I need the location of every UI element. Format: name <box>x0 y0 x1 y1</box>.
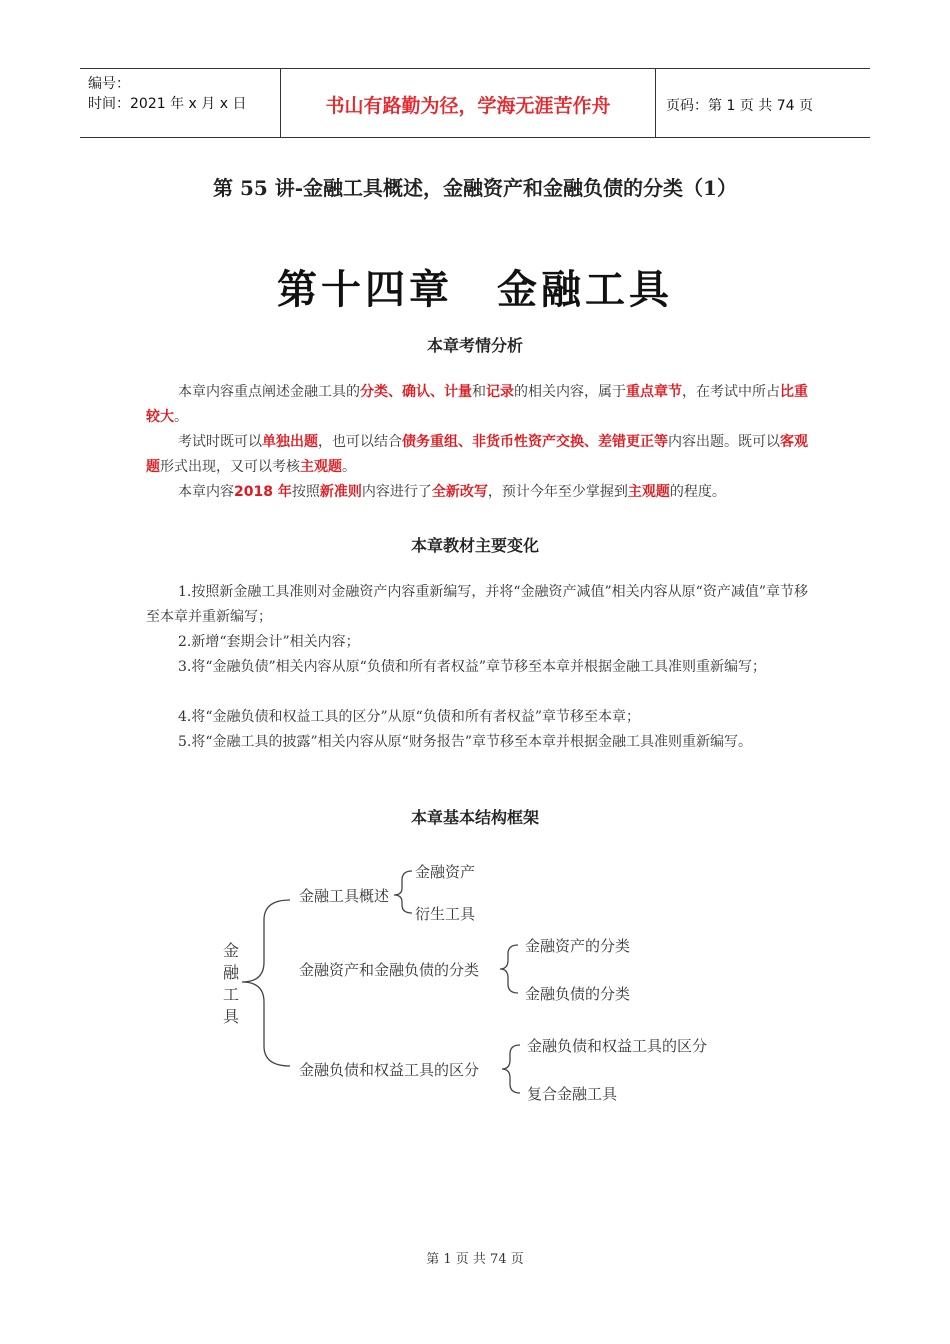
changes-heading: 本章教材主要变化 <box>410 536 539 555</box>
root-char: 融 <box>222 963 239 982</box>
highlight-text: 新准则 <box>319 484 362 500</box>
highlight-text: 重点章节 <box>626 384 682 400</box>
branch-brace-2 <box>500 945 518 993</box>
leaf-label: 衍生工具 <box>415 905 476 923</box>
body-text: ，在考试中所占 <box>682 384 780 400</box>
lecture-title: 第 55 讲-金融工具概述，金融资产和金融负债的分类（1） <box>213 176 737 200</box>
body-text: 的相关内容，属于 <box>514 384 626 400</box>
body-text: 本章内容重点阐述金融工具的 <box>178 384 360 400</box>
root-char: 金 <box>222 941 239 960</box>
analysis-heading: 本章考情分析 <box>426 336 523 355</box>
leaf-label: 金融资产的分类 <box>525 937 631 955</box>
change-item: 3.将“金融负债”相关内容从原“负债和所有者权益”章节移至本章并根据金融工具准则重新编写； <box>178 659 766 675</box>
chapter-title: 第十四章 金融工具 <box>277 266 673 313</box>
highlight-text: 单独出题 <box>262 434 318 450</box>
highlight-text: 债务重组、非货币性资产交换、差错更正等 <box>402 434 668 450</box>
branch-label: 金融工具概述 <box>299 887 390 905</box>
time-label: 时间：2021 年 x 月 x 日 <box>88 96 247 112</box>
page-info: 页码：第 1 页 共 74 页 <box>666 98 813 114</box>
change-item: 4.将“金融负债和权益工具的区分”从原“负债和所有者权益”章节移至本章； <box>178 709 640 725</box>
leaf-label: 金融资产 <box>415 863 476 881</box>
body-text: 。 <box>174 409 188 425</box>
body-text: 和 <box>472 384 486 400</box>
number-label: 编号： <box>88 76 130 92</box>
change-item: 1.按照新金融工具准则对金融资产内容重新编写，并将“金融资产减值”相关内容从原“资产减值”章节移至本章并重新编写； <box>146 584 808 625</box>
diagram-root <box>219 940 243 1028</box>
body-text: 的程度。 <box>669 484 726 500</box>
change-item: 2.新增“套期会计”相关内容； <box>178 634 360 650</box>
change-item: 5.将“金融工具的披露”相关内容从原“财务报告”章节移至本章并根据金融工具准则重新编写。 <box>178 734 752 750</box>
root-brace <box>242 900 290 1066</box>
branch-label: 金融负债和权益工具的区分 <box>299 1061 480 1079</box>
highlight-text: 客观题 <box>146 434 808 475</box>
highlight-text: 比重较大 <box>146 384 808 425</box>
body-text: 按照 <box>291 484 320 500</box>
root-char: 工 <box>222 985 239 1004</box>
structure-heading: 本章基本结构框架 <box>410 808 539 827</box>
highlight-text: 全新改写 <box>431 484 488 500</box>
leaf-label: 金融负债和权益工具的区分 <box>527 1037 708 1055</box>
root-char: 具 <box>222 1007 239 1026</box>
branch-label: 金融资产和金融负债的分类 <box>299 961 480 979</box>
body-text: 本章内容 <box>178 484 234 500</box>
branch-brace-3 <box>502 1045 520 1093</box>
body-text: ，预计今年至少掌握到 <box>487 484 628 500</box>
leaf-label: 复合金融工具 <box>527 1085 618 1103</box>
leaf-label: 金融负债的分类 <box>525 985 631 1003</box>
motto-text: 书山有路勤为径，学海无涯苦作舟 <box>325 95 611 117</box>
highlight-text: 主观题 <box>300 459 342 475</box>
highlight-text: 分类、确认、计量 <box>360 384 472 400</box>
body-text: 。 <box>342 459 356 475</box>
highlight-text: 主观题 <box>627 484 670 500</box>
page-footer: 第 1 页 共 74 页 <box>426 1252 524 1267</box>
highlight-text: 2018 年 <box>234 484 292 500</box>
body-text: 形式出现，又可以考核 <box>160 459 300 475</box>
highlight-text: 记录 <box>486 384 514 400</box>
body-text: ，也可以结合 <box>318 434 402 450</box>
body-text: 考试时既可以 <box>178 434 262 450</box>
body-text: 内容进行了 <box>361 484 432 500</box>
branch-brace-1 <box>394 871 412 913</box>
body-text: 内容出题。既可以 <box>668 434 780 450</box>
